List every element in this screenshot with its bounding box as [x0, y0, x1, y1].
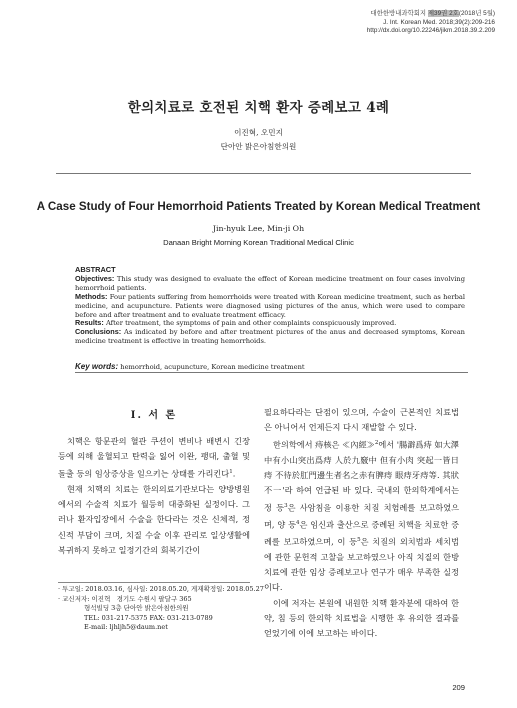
paragraph: 현재 치핵의 치료는 한의의료기관보다는 양방병원에서의 수술적 치료가 월등히 대중화된 실정이다. 그러나 환자입장에서 수술을 한다라는 것은 신체적, 정신적 부담이 크며, 치질 수술 이후 관리로 일상생활에 복귀하지 못하고 일정기간의 회복기간이 [58, 483, 250, 555]
page-number: 209 [452, 683, 465, 692]
abstract-objectives: Objectives: This study was designed to evaluate the effect of Korean medicine treatment on four cases involving hemorrhoid patients. [75, 273, 465, 292]
footnote-divider [58, 582, 250, 583]
paragraph: 필요하다라는 단점이 있으며, 수술이 근본적인 치료법은 아니어서 언제든지 다시 재발할 수 있다. [264, 407, 459, 433]
title-korean: 한의치료로 호전된 치핵 환자 증례보고 4례 [127, 100, 390, 116]
title-divider [56, 173, 471, 174]
paragraph: 한의학에서 痔核은 ≪內經≫$^2$에서 '腸澼爲痔 如大澤中有小山突出爲痔 人於九竅中 但有小肉 突起一皆日痔 不待於肛門邊生者名之赤有脾痔 眼痔牙痔等. 其狀不一'라 하여 언급된 바 있다. 국내의 한의학계에서는 정 등$^3$은 사암침을 이용한 치질 치험례를 보고하였으며, 양 등$^4$은 임신과 출산으로 증례된 치핵을 치료한 증례를 보고하였으며, 이 등$^5$은 치질의 외치법과 세치법에 관한 문헌적 고찰을 보고하였으나 아직 치질의 한방치료에 관한 임상 증례보고나 연구가 매우 부족한 실정이다. [264, 439, 460, 593]
abstract-conclusions: Conclusions: As indicated by before and after treatment pictures of the anus and decreased symptoms, Korean medicine treatment is effective in treating hemorrhoids. [75, 327, 465, 346]
title-english: A Case Study of Four Hemorrhoid Patients Treated by Korean Medical Treatment [36, 200, 481, 213]
keywords: Key words: hemorrhoid, acupuncture, Korean medicine treatment [75, 362, 305, 371]
section-heading-intro: Ⅰ. 서 론 [130, 410, 178, 421]
journal-name-ko: 대한한방내과학회지 [370, 10, 427, 17]
paragraph: 치핵은 항문관의 혈관 쿠션이 변비나 배변시 긴장 등에 의해 울혈되고 탄력을 잃어 이완, 팽대, 출혈 및 돌출 등의 임상증상을 일으키는 상태를 가리킨다$^1$. [58, 436, 250, 479]
abstract [75, 266, 465, 346]
issue-highlight: 제39권 2호 [427, 10, 459, 17]
doi-link[interactable]: http://dx.doi.org/10.22246/jikm.2018.39.2.209 [366, 27, 495, 35]
affiliation-korean: 단아안 밝은아침한의원 [220, 142, 297, 151]
email-link[interactable]: E-mail: ljhljh5@daum.net [84, 623, 168, 632]
journal-header [367, 10, 495, 36]
body-right-column [264, 405, 459, 641]
footnote: · 투고일: 2018.03.16, 심사일: 2018.05.20, 게재확정일: 2018.05.27 · 교신저자: 이진혁 경기도 수원시 팔달구 365 형석빌딩 3층 단아안 밝은아침한의원 TEL: 031-217-5375 FAX: 031-213-0789 E-mail: ljhljh5@daum.net [58, 585, 268, 633]
paragraph: 이에 저자는 본원에 내원한 치핵 환자분에 대하여 한약, 침 등의 한의학 치료법을 시행한 후 유의한 결과를 얻었기에 이에 보고하는 바이다. [264, 597, 459, 639]
issue-date: (2018년 5월) [458, 10, 495, 17]
authors-english: Jin-hyuk Lee, Min-ji Oh [212, 224, 305, 233]
affiliation-english: Danaan Bright Morning Korean Traditional Medical Clinic [163, 238, 354, 247]
body-left-column [58, 434, 250, 558]
abstract-methods: Methods: Four patients suffering from hemorrhoids were treated with Korean medicine treatment, such as herbal medicine, and acupuncture. Patients were diagnosed using pictures of the anus, which were used to compare before and after treatment and to evaluate treatment efficacy. [75, 291, 465, 319]
authors-korean: 이진혁, 오민지 [234, 128, 283, 137]
keywords-divider [75, 372, 468, 373]
abstract-heading: ABSTRACT [75, 265, 116, 274]
abstract-results: Results: After treatment, the symptoms of pain and other complaints conspicuously improved. [75, 318, 397, 328]
journal-name-en: J. Int. Korean Med. 2018;39(2):209-216 [383, 18, 495, 26]
